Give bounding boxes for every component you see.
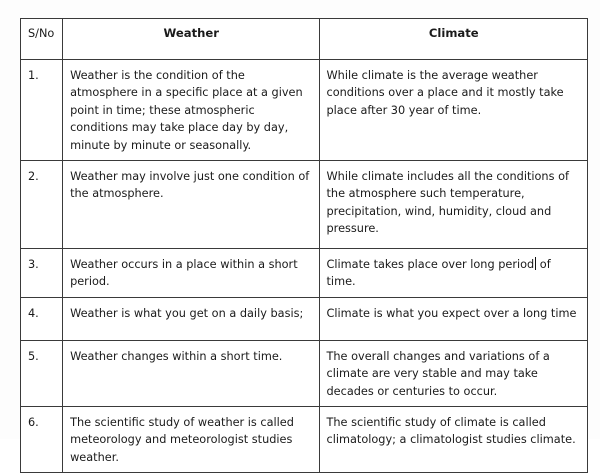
table-row: [21, 297, 588, 340]
cell-weather: [63, 340, 319, 406]
cell-text-climate: Climate is what you expect over a long time: [326, 306, 577, 320]
cell-text-weather: The scientific study of weather is called meteorology and meteorologist studies weather.: [70, 416, 298, 464]
cell-serial-number: 5.: [21, 340, 63, 406]
table-body: [21, 60, 588, 473]
cell-climate: [319, 161, 588, 249]
cell-text-climate: While climate includes all the conditions of the atmosphere such temperature, precipitation, wind, humidity, cloud and pressure.: [326, 170, 573, 236]
cell-text-weather: Weather occurs in a place within a short period.: [70, 258, 302, 289]
cell-weather: [63, 297, 319, 340]
column-header-climate: Climate: [319, 19, 588, 60]
cell-serial-number: 1.: [21, 60, 63, 161]
column-header-weather: Weather: [63, 19, 319, 60]
cell-weather: [63, 60, 319, 161]
column-header-sno: S/No: [21, 19, 63, 60]
cell-climate: [319, 297, 588, 340]
cell-weather: [63, 161, 319, 249]
cell-text-weather: Weather is what you get on a daily basis;: [70, 306, 304, 320]
cell-text-climate: While climate is the average weather conditions over a place and it mostly take place after 30 year of time.: [326, 69, 568, 117]
weather-climate-comparison-table: [20, 18, 588, 473]
table-header-row: [21, 19, 588, 60]
cell-serial-number: 2.: [21, 161, 63, 249]
cell-climate: [319, 407, 588, 473]
table-row: [21, 407, 588, 473]
cell-serial-number: 4.: [21, 297, 63, 340]
table-row: [21, 249, 588, 298]
cell-text-weather: Weather is the condition of the atmosphere in a specific place at a given point in time; these atmospheric conditions may take place day by day, minute by minute or seasonally.: [70, 69, 307, 152]
cell-text-climate: The overall changes and variations of a climate are very stable and may take decades or centuries to occur.: [326, 349, 554, 398]
text-cursor-caret: [535, 257, 536, 270]
table-row: [21, 161, 588, 249]
cell-serial-number: 6.: [21, 407, 63, 473]
cell-weather: [63, 407, 319, 473]
cell-text-weather: Weather changes within a short time.: [70, 349, 283, 363]
table-row: [21, 60, 588, 161]
cell-weather: [63, 249, 319, 298]
table-header: [21, 19, 588, 60]
cell-climate: [319, 60, 588, 161]
cell-serial-number: 3.: [21, 249, 63, 298]
cell-text-weather: Weather may involve just one condition of the atmosphere.: [70, 170, 313, 201]
cell-text-climate: Climate takes place over long period of time.: [326, 258, 555, 289]
cell-climate: [319, 249, 588, 298]
table-row: [21, 340, 588, 406]
cell-climate: [319, 340, 588, 406]
cell-text-climate: The scientific study of climate is called climatology; a climatologist studies climate.: [326, 416, 576, 447]
